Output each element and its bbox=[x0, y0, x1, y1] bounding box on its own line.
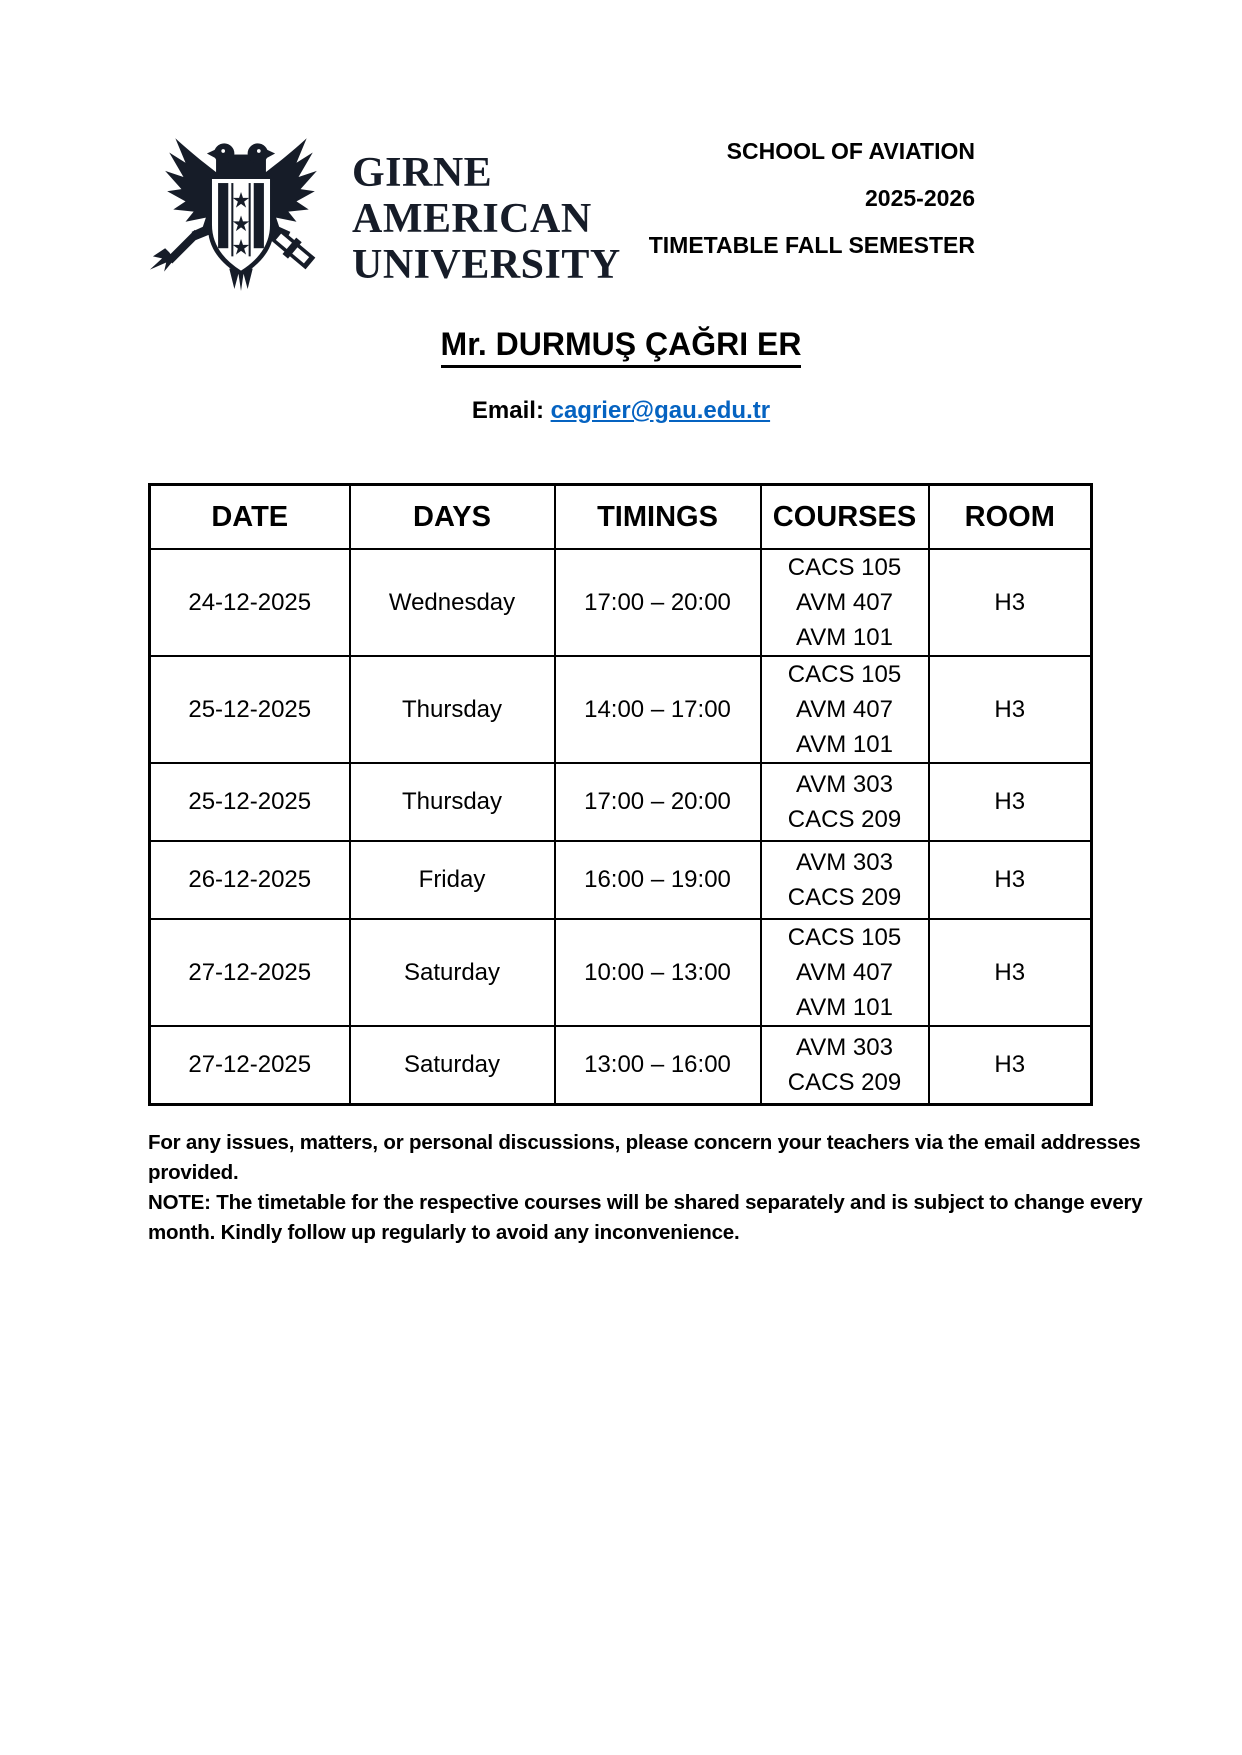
instructor-name: Mr. DURMUŞ ÇAĞRI ER bbox=[441, 326, 802, 368]
courses-cell bbox=[761, 763, 929, 841]
date-cell: 25-12-2025 bbox=[150, 763, 350, 841]
day-cell: Saturday bbox=[350, 1026, 555, 1105]
svg-text:★: ★ bbox=[231, 211, 251, 236]
room-cell: H3 bbox=[929, 656, 1092, 763]
university-name-line: GIRNE bbox=[352, 150, 493, 196]
courses-cell bbox=[761, 919, 929, 1026]
email-link[interactable]: cagrier@gau.edu.tr bbox=[550, 397, 771, 424]
table-row bbox=[150, 919, 1092, 1026]
double-headed-eagle-icon bbox=[146, 124, 336, 292]
table-row bbox=[150, 763, 1092, 841]
course-code: CACS 209 bbox=[787, 884, 902, 911]
notes-section bbox=[148, 1128, 1188, 1248]
course-code: AVM 407 bbox=[796, 589, 893, 616]
svg-text:★: ★ bbox=[231, 188, 251, 213]
course-code: AVM 101 bbox=[796, 624, 893, 651]
table-row bbox=[150, 656, 1092, 763]
course-code: AVM 101 bbox=[796, 994, 893, 1021]
university-name-line: UNIVERSITY bbox=[352, 242, 621, 288]
note-paragraph: NOTE: The timetable for the respective courses will be shared separately and is subject to change every month. Kindly follow up regularly to avoid any inconvenience. bbox=[148, 1191, 1143, 1244]
courses-cell bbox=[761, 549, 929, 656]
course-code: AVM 407 bbox=[796, 959, 893, 986]
room-cell: H3 bbox=[929, 841, 1092, 919]
timetable-header bbox=[150, 485, 1092, 550]
timing-cell: 16:00 – 19:00 bbox=[555, 841, 761, 919]
course-code: CACS 105 bbox=[787, 554, 902, 581]
semester-title: TIMETABLE FALL SEMESTER bbox=[648, 232, 975, 258]
date-cell: 25-12-2025 bbox=[150, 656, 350, 763]
date-cell: 24-12-2025 bbox=[150, 549, 350, 656]
table-row bbox=[150, 841, 1092, 919]
date-cell: 27-12-2025 bbox=[150, 1026, 350, 1105]
timing-cell: 10:00 – 13:00 bbox=[555, 919, 761, 1026]
header-row bbox=[150, 485, 1092, 550]
university-name bbox=[352, 150, 621, 288]
column-header-room: ROOM bbox=[929, 485, 1092, 550]
university-name-line: AMERICAN bbox=[352, 196, 592, 242]
university-crest-logo bbox=[146, 124, 336, 292]
courses-cell bbox=[761, 656, 929, 763]
day-cell: Wednesday bbox=[350, 549, 555, 656]
document-header-right bbox=[649, 140, 975, 281]
day-cell: Saturday bbox=[350, 919, 555, 1026]
course-code: AVM 101 bbox=[796, 731, 893, 758]
course-code: CACS 105 bbox=[787, 661, 902, 688]
instructor-name-heading bbox=[0, 326, 1242, 363]
timing-cell: 13:00 – 16:00 bbox=[555, 1026, 761, 1105]
timing-cell: 14:00 – 17:00 bbox=[555, 656, 761, 763]
room-cell: H3 bbox=[929, 549, 1092, 656]
note-paragraph: For any issues, matters, or personal discussions, please concern your teachers via the email addresses provided. bbox=[148, 1131, 1141, 1184]
day-cell: Friday bbox=[350, 841, 555, 919]
column-header-days: DAYS bbox=[350, 485, 555, 550]
table-row bbox=[150, 549, 1092, 656]
school-name: SCHOOL OF AVIATION bbox=[726, 138, 975, 164]
course-code: CACS 105 bbox=[787, 924, 902, 951]
course-code: CACS 209 bbox=[787, 1069, 902, 1096]
date-cell: 27-12-2025 bbox=[150, 919, 350, 1026]
column-header-date: DATE bbox=[150, 485, 350, 550]
svg-text:★: ★ bbox=[231, 235, 251, 260]
email-label: Email: bbox=[471, 397, 544, 424]
room-cell: H3 bbox=[929, 763, 1092, 841]
academic-year: 2025-2026 bbox=[865, 185, 975, 211]
courses-cell bbox=[761, 841, 929, 919]
course-code: AVM 303 bbox=[796, 771, 893, 798]
timetable bbox=[148, 483, 1093, 1106]
column-header-courses: COURSES bbox=[761, 485, 929, 550]
timing-cell: 17:00 – 20:00 bbox=[555, 549, 761, 656]
column-header-timings: TIMINGS bbox=[555, 485, 761, 550]
course-code: AVM 303 bbox=[796, 849, 893, 876]
day-cell: Thursday bbox=[350, 656, 555, 763]
courses-cell bbox=[761, 1026, 929, 1105]
table-row bbox=[150, 1026, 1092, 1105]
day-cell: Thursday bbox=[350, 763, 555, 841]
room-cell: H3 bbox=[929, 919, 1092, 1026]
room-cell: H3 bbox=[929, 1026, 1092, 1105]
timetable-body bbox=[150, 549, 1092, 1105]
date-cell: 26-12-2025 bbox=[150, 841, 350, 919]
course-code: AVM 303 bbox=[796, 1034, 893, 1061]
course-code: CACS 209 bbox=[787, 806, 902, 833]
email-line bbox=[0, 397, 1242, 425]
course-code: AVM 407 bbox=[796, 696, 893, 723]
timing-cell: 17:00 – 20:00 bbox=[555, 763, 761, 841]
